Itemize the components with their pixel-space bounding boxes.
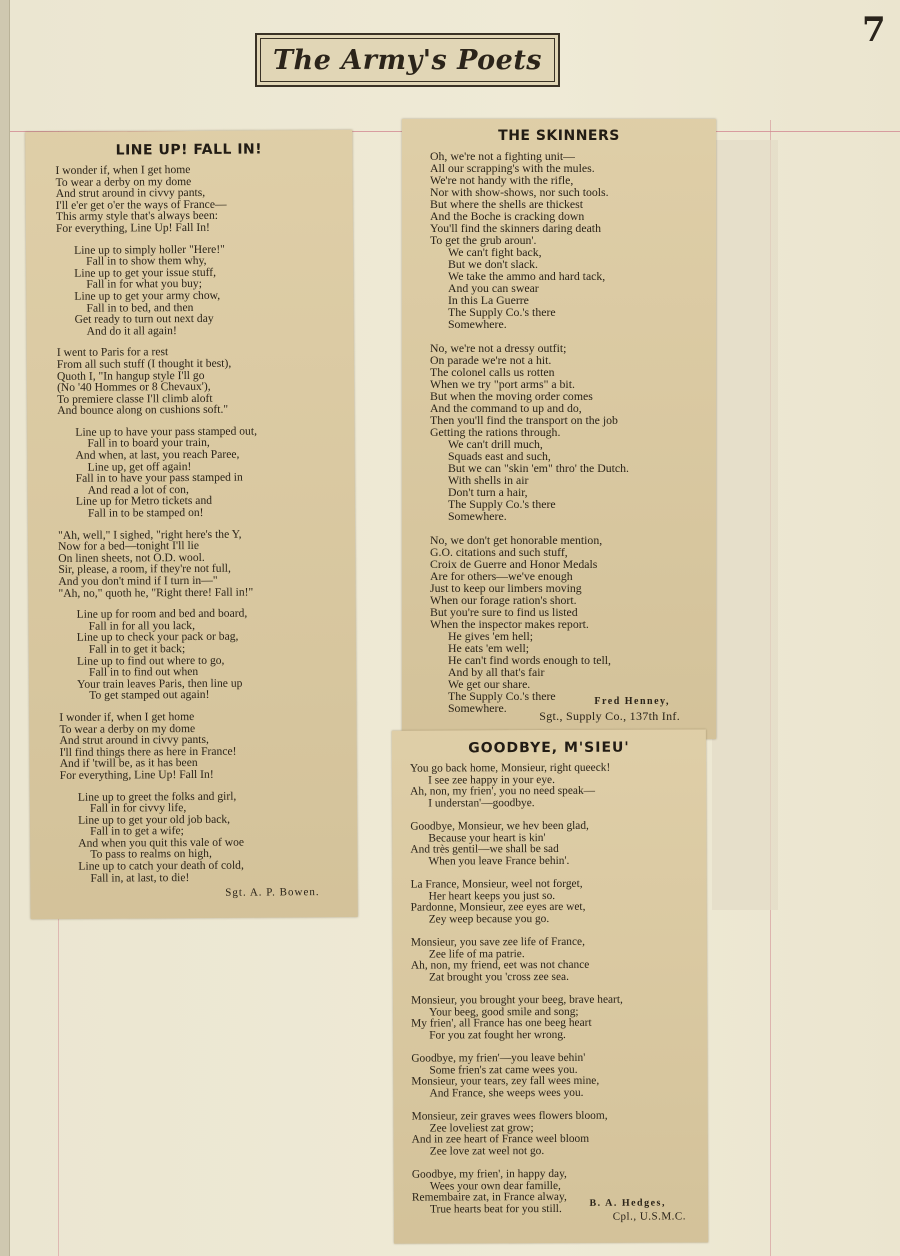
poem-line: The Supply Co.'s there bbox=[448, 305, 556, 319]
poem-line: You'll find the skinners daring death bbox=[430, 221, 601, 235]
poem-line: Wees your own dear famille, bbox=[429, 1179, 561, 1193]
poem-line: Sir, please, a room, if they're not full, bbox=[58, 562, 231, 577]
poem-line: Fall in for all you lack, bbox=[88, 618, 196, 633]
poem-line: "Ah, no," quoth he, "Right there! Fall in!" bbox=[58, 585, 254, 600]
poem-stanza bbox=[57, 345, 347, 417]
page-number: 7 bbox=[862, 10, 886, 50]
poem-line: Pardonne, Monsieur, zee eyes are wet, bbox=[410, 900, 586, 914]
poem-stanza bbox=[411, 1052, 705, 1099]
poem-stanza bbox=[430, 534, 710, 714]
poem-line: And strut around in civvy pants, bbox=[59, 733, 209, 748]
poem-line: With shells in air bbox=[448, 473, 529, 487]
poem-line: Line up to check your pack or bag, bbox=[76, 630, 239, 645]
poem-signature-name: B. A. Hedges, bbox=[589, 1197, 666, 1209]
poem-line: Some frien's zat came wees you. bbox=[429, 1063, 578, 1077]
poem-body bbox=[410, 762, 706, 1227]
poem-line: All our scrapping's with the mules. bbox=[430, 161, 595, 175]
poem-line: Quoth I, "In hangup style I'll go bbox=[56, 368, 205, 383]
poem-line: But we can "skin 'em" thro' the Dutch. bbox=[448, 461, 629, 475]
poem-line: Line up to catch your death of cold, bbox=[78, 858, 244, 873]
poem-line: When the inspector makes report. bbox=[430, 617, 589, 631]
poem-line: Zey weep because you go. bbox=[428, 912, 550, 926]
poem-signature: Sgt. A. P. Bowen. bbox=[225, 886, 320, 899]
poem-line: To get stamped out again! bbox=[89, 688, 210, 703]
poem-line: Somewhere. bbox=[448, 509, 507, 523]
poem-line: But where the shells are thickest bbox=[430, 197, 583, 211]
poem-line: And you don't mind if I turn in—" bbox=[58, 573, 218, 588]
poem-line: Then you'll find the transport on the job bbox=[430, 413, 618, 427]
poem-line: Line up, get off again! bbox=[87, 459, 192, 474]
poem-line: I'll find things there as here in France! bbox=[59, 744, 237, 759]
poem-line: Fall in to be stamped on! bbox=[87, 505, 204, 520]
poem-line: Monsieur, you brought your beeg, brave heart, bbox=[411, 993, 623, 1007]
poem-line: Zee love zat weel not go. bbox=[429, 1144, 545, 1158]
poem-line: And do it all again! bbox=[86, 323, 177, 338]
poem-line: Getting the rations through. bbox=[430, 425, 561, 439]
poem-line: Monsieur, your tears, zey fall wees mine, bbox=[411, 1074, 600, 1088]
poem-line: When we try "port arms" a bit. bbox=[430, 377, 575, 391]
poem-line: I see zee happy in your eye. bbox=[428, 773, 555, 787]
poem-stanza bbox=[430, 342, 710, 522]
header-title-clipping bbox=[255, 33, 560, 87]
poem-line: The Supply Co.'s there bbox=[448, 689, 556, 703]
poem-line: I wonder if, when I get home bbox=[59, 709, 195, 724]
poem-line: But we don't slack. bbox=[448, 257, 538, 271]
poem-line: This army style that's always been: bbox=[55, 209, 218, 224]
poem-line: Fall in to find out when bbox=[88, 665, 199, 679]
poem-line: La France, Monsieur, weel not forget, bbox=[410, 877, 583, 891]
poem-line: And très gentil—we shall be sad bbox=[410, 842, 559, 856]
poem-line: Fall in to have your pass stamped in bbox=[75, 470, 243, 486]
poem-line: Somewhere. bbox=[448, 317, 507, 331]
poem-line: We're not handy with the rifle, bbox=[430, 173, 574, 187]
page-binding-edge bbox=[0, 0, 10, 1256]
poem-line: Fall in to show them why, bbox=[86, 254, 207, 268]
poem-line: My frien', all France has one beeg heart bbox=[411, 1016, 592, 1030]
poem-line: Fall in for civvy life, bbox=[89, 801, 187, 815]
poem-line: True hearts beat for you still. bbox=[429, 1202, 562, 1216]
poem-line: Her heart keeps you just so. bbox=[428, 889, 556, 903]
poem-line: The colonel calls us rotten bbox=[430, 365, 555, 379]
poem-line: I wonder if, when I get home bbox=[55, 162, 191, 177]
poem-line: And in zee heart of France weel bloom bbox=[411, 1132, 590, 1146]
poem-line: To wear a derby on my dome bbox=[59, 721, 196, 736]
poem-stanza bbox=[58, 528, 348, 600]
faded-clipping-residue bbox=[712, 140, 778, 910]
poem-line: Line up to find out where to go, bbox=[76, 653, 225, 668]
poem-line: Line up to get your army chow, bbox=[74, 288, 221, 303]
poem-line: Zat brought you 'cross zee sea. bbox=[428, 970, 569, 984]
poem-line: Line up to simply holler "Here!" bbox=[74, 242, 225, 257]
poem-stanza bbox=[411, 936, 705, 983]
poem-line: And when, at last, you reach Paree, bbox=[75, 447, 240, 462]
poem-line: Zee life of ma patrie. bbox=[428, 947, 525, 961]
poem-line: Fall in to get it back; bbox=[88, 642, 186, 656]
poem-line: Croix de Guerre and Honor Medals bbox=[430, 557, 598, 571]
poem-line: I went to Paris for a rest bbox=[56, 345, 169, 360]
poem-line: Line up for room and bed and board, bbox=[76, 606, 248, 621]
poem-line: On parade we're not a hit. bbox=[430, 353, 552, 367]
poem-line: I understan'—goodbye. bbox=[428, 796, 535, 810]
poem-line: And the command to up and do, bbox=[430, 401, 582, 415]
poem-line: For you zat fought her wrong. bbox=[429, 1028, 566, 1042]
poem-line: Ah, non, my frien', you no need speak— bbox=[410, 784, 596, 798]
poem-line: When you leave France behin'. bbox=[428, 854, 570, 868]
poem-line: Fall in to get a wife; bbox=[90, 824, 184, 838]
poem-signature-rank: Sgt., Supply Co., 137th Inf. bbox=[539, 709, 680, 723]
poem-body bbox=[55, 163, 350, 894]
poem-line: But when the moving order comes bbox=[430, 389, 593, 403]
poem-line: For everything, Line Up! Fall In! bbox=[59, 767, 214, 782]
poem-line: No, we're not a dressy outfit; bbox=[430, 341, 567, 355]
poem-stanza bbox=[430, 150, 710, 330]
poem-line: Fall in, at last, to die! bbox=[90, 870, 190, 885]
poem-line: Get ready to turn out next day bbox=[74, 311, 214, 326]
poem-stanza bbox=[55, 163, 345, 235]
poem-line: G.O. citations and such stuff, bbox=[430, 545, 568, 559]
poem-line: Fall in to bed, and then bbox=[86, 300, 194, 315]
poem-line: Your beeg, good smile and song; bbox=[429, 1005, 579, 1019]
clipping-line-up-fall-in bbox=[25, 130, 357, 919]
poem-line: To premiere classe I'll climb aloft bbox=[57, 391, 213, 406]
poem-stanza bbox=[411, 878, 705, 925]
poem-line: For everything, Line Up! Fall In! bbox=[55, 220, 210, 235]
poem-line: To pass to realms on high, bbox=[90, 847, 212, 862]
poem-signature-name: Fred Henney, bbox=[594, 696, 670, 707]
poem-line: On linen sheets, not O.D. wool. bbox=[58, 550, 205, 565]
poem-line: But you're sure to find us listed bbox=[430, 605, 578, 619]
poem-stanza bbox=[412, 1110, 706, 1157]
poem-line: Monsieur, you save zee life of France, bbox=[410, 935, 585, 949]
poem-body bbox=[430, 150, 710, 726]
poem-title: LINE UP! FALL IN! bbox=[115, 141, 263, 159]
poem-line: Nor with show-shows, nor such tools. bbox=[430, 185, 609, 199]
clipping-goodbye-msieu bbox=[392, 729, 708, 1243]
poem-line: He eats 'em well; bbox=[448, 641, 530, 655]
poem-line: And bounce along on cushions soft." bbox=[57, 403, 229, 418]
poem-line: Line up to have your pass stamped out, bbox=[75, 424, 258, 439]
poem-title: GOODBYE, M'SIEU' bbox=[468, 739, 630, 757]
poem-line: And strut around in civvy pants, bbox=[55, 186, 206, 201]
poem-stanza bbox=[57, 425, 348, 520]
poem-line: Are for others—we've enough bbox=[430, 569, 573, 583]
poem-stanza bbox=[410, 820, 704, 867]
poem-line: Goodbye, my frien', in happy day, bbox=[411, 1167, 567, 1181]
poem-stanza bbox=[56, 242, 347, 337]
poem-line: Oh, we're not a fighting unit— bbox=[430, 149, 575, 163]
poem-line: We can't fight back, bbox=[448, 245, 542, 259]
poem-line: And by all that's fair bbox=[448, 665, 545, 679]
poem-line: Now for a bed—tonight I'll lie bbox=[58, 539, 200, 554]
poem-line: In this La Guerre bbox=[448, 293, 529, 307]
poem-line: Somewhere. bbox=[448, 701, 507, 715]
poem-line: Remembaire zat, in France alway, bbox=[411, 1190, 567, 1204]
poem-line: And if 'twill be, as it has been bbox=[59, 756, 198, 771]
poem-line: Line up for Metro tickets and bbox=[75, 494, 213, 509]
poem-line: Because your heart is kin' bbox=[428, 831, 546, 845]
poem-line: Fall in to board your train, bbox=[87, 436, 210, 451]
poem-stanza bbox=[410, 762, 704, 809]
poem-line: And the Boche is cracking down bbox=[430, 209, 585, 223]
poem-line: And France, she weeps wees you. bbox=[429, 1086, 584, 1100]
poem-line: I'll e'er get o'er the ways of France— bbox=[55, 197, 227, 212]
poem-stanza bbox=[59, 710, 349, 782]
header-title: The Army's Poets bbox=[272, 44, 543, 76]
poem-line: Squads east and such, bbox=[448, 449, 551, 463]
poem-title: THE SKINNERS bbox=[498, 128, 620, 144]
poem-line: And when you quit this vale of woe bbox=[78, 835, 245, 850]
poem-line: You go back home, Monsieur, right queeck! bbox=[410, 761, 611, 775]
poem-signature-rank: Cpl., U.S.M.C. bbox=[612, 1210, 687, 1223]
poem-line: We can't drill much, bbox=[448, 437, 543, 451]
poem-line: Zee loveliest zat grow; bbox=[429, 1121, 534, 1135]
poem-line: We get our share. bbox=[448, 677, 531, 691]
poem-line: Fall in for what you buy; bbox=[86, 277, 202, 292]
poem-line: To get the grub aroun'. bbox=[430, 233, 537, 247]
poem-line: He gives 'em hell; bbox=[448, 629, 534, 643]
poem-line: Line up to greet the folks and girl, bbox=[77, 789, 237, 804]
poem-line: We take the ammo and hard tack, bbox=[448, 269, 606, 283]
poem-stanza bbox=[411, 994, 705, 1041]
clipping-the-skinners bbox=[402, 119, 716, 739]
poem-line: (No '40 Hommes or 8 Chevaux'), bbox=[56, 379, 211, 395]
poem-line: Your train leaves Paris, then line up bbox=[77, 676, 243, 691]
poem-line: From all such stuff (I thought it best), bbox=[56, 356, 232, 371]
poem-line: Just to keep our limbers moving bbox=[430, 581, 582, 595]
poem-line: The Supply Co.'s there bbox=[448, 497, 556, 511]
poem-line: Monsieur, zeir graves wees flowers bloom, bbox=[411, 1109, 608, 1123]
poem-line: Line up to get your issue stuff, bbox=[74, 265, 217, 280]
poem-line: Ah, non, my friend, eet was not chance bbox=[410, 958, 590, 972]
poem-line: And you can swear bbox=[448, 281, 539, 295]
poem-line: Don't turn a hair, bbox=[448, 485, 528, 499]
poem-line: When our forage ration's short. bbox=[430, 593, 577, 607]
poem-stanza bbox=[59, 607, 350, 702]
poem-line: And read a lot of con, bbox=[87, 482, 189, 497]
poem-line: He can't find words enough to tell, bbox=[448, 653, 611, 667]
poem-line: Goodbye, my frien'—you leave behin' bbox=[411, 1051, 586, 1065]
poem-line: Line up to get your old job back, bbox=[78, 812, 231, 827]
poem-line: Goodbye, Monsieur, we hev been glad, bbox=[410, 819, 589, 833]
poem-line: No, we don't get honorable mention, bbox=[430, 533, 603, 547]
poem-stanza bbox=[60, 789, 351, 884]
poem-line: "Ah, well," I sighed, "right here's the Y, bbox=[58, 527, 242, 542]
poem-line: To wear a derby on my dome bbox=[55, 174, 192, 189]
